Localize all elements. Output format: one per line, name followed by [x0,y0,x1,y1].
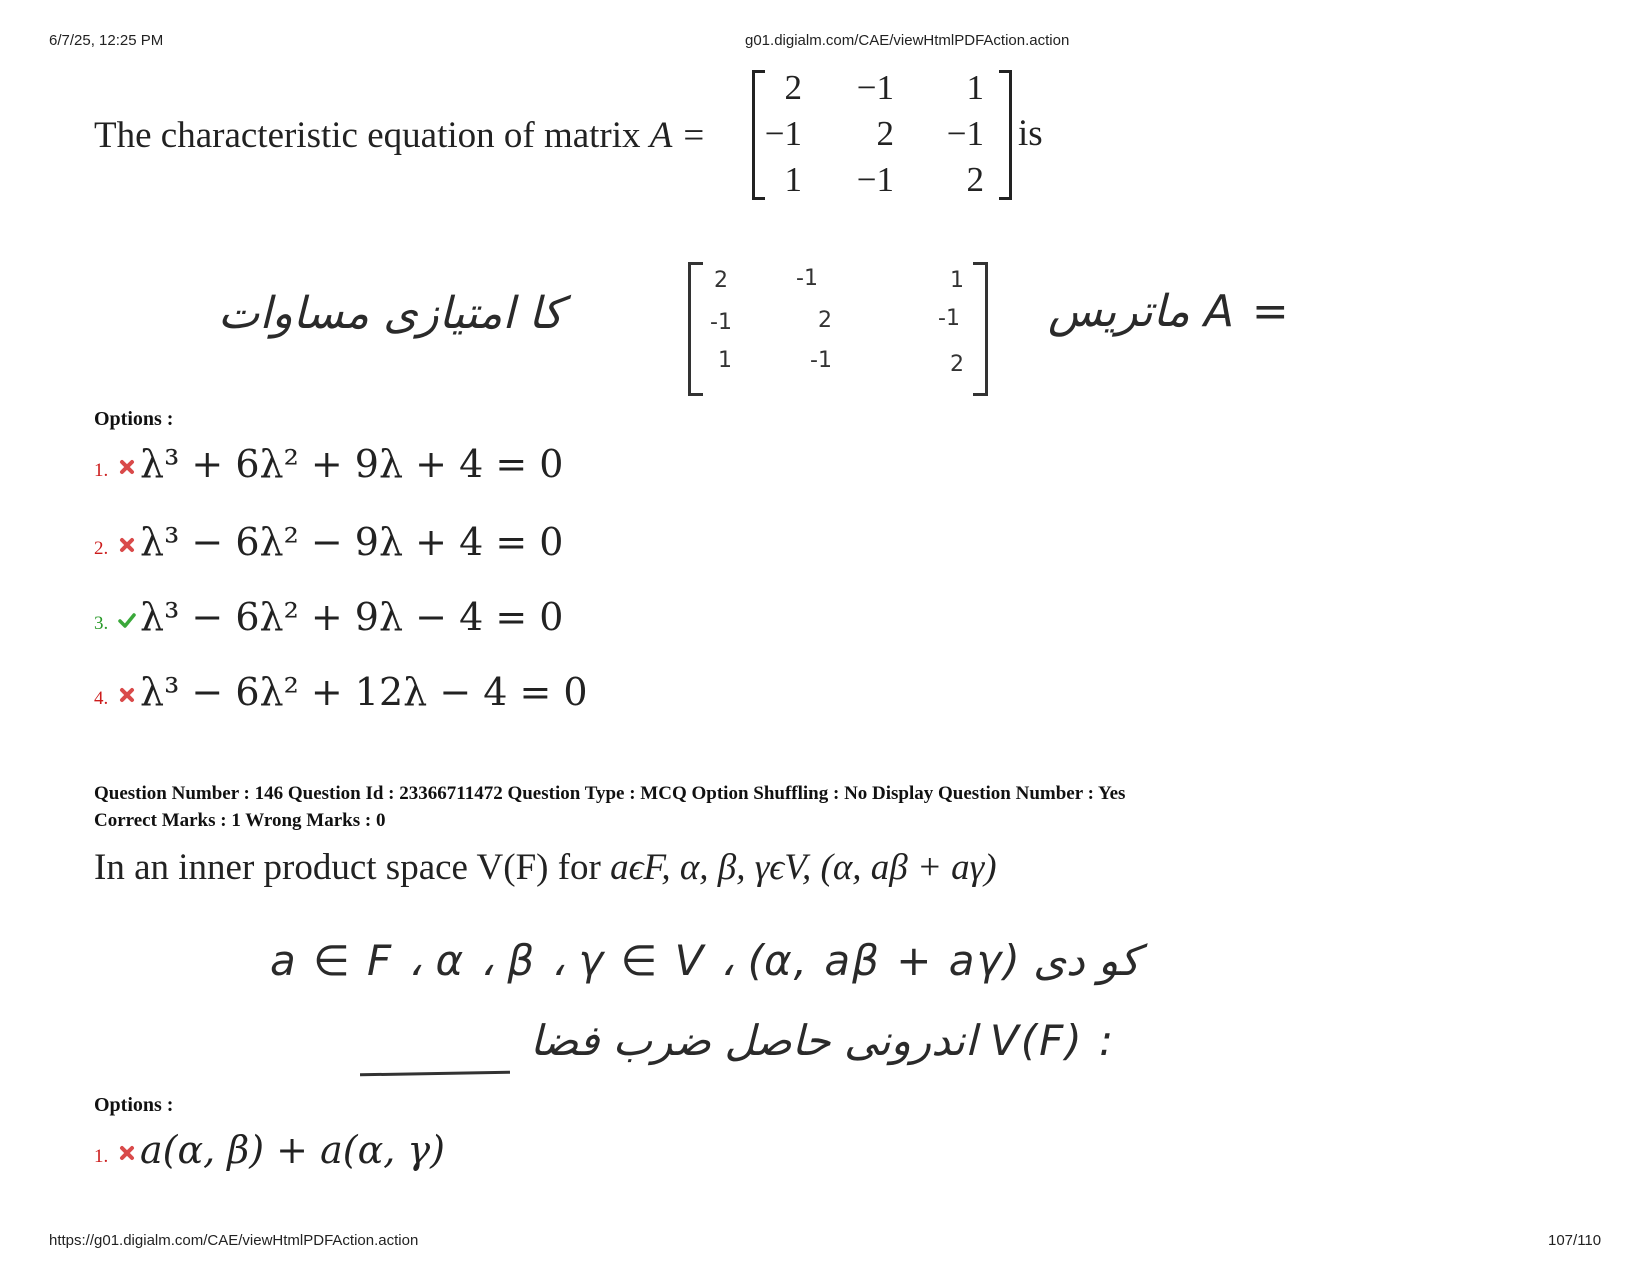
matrix-cell: −1 [856,68,894,107]
matrix-cell: 1 [784,160,802,199]
matrix-cell: −1 [856,160,894,199]
handwritten-cell: -1 [810,348,832,373]
option-text: λ³ − 6λ² + 9λ − 4 = 0 [140,595,564,639]
option-text: a(α, β) + a(α, γ) [140,1128,445,1172]
option-text: λ³ − 6λ² − 9λ + 4 = 0 [140,520,564,564]
handwritten-cell: -1 [796,266,818,291]
blank-underline [360,1071,510,1077]
matrix-cell: 2 [876,114,894,153]
print-header-url: g01.digialm.com/CAE/viewHtmlPDFAction.action [745,32,1070,49]
option-number: 1. [94,460,109,481]
matrix-cell: 2 [966,160,984,199]
matrix-a [752,68,1012,200]
handwritten-translation-line: اندرونی حاصل ضرب فضا V(F) : [530,1016,1116,1065]
handwritten-cell: 1 [718,348,732,373]
matrix-cell: 1 [966,68,984,107]
wrong-cross-icon [118,536,136,554]
option-text: λ³ + 6λ² + 9λ + 4 = 0 [140,442,564,486]
option-number: 1. [94,1146,109,1167]
options-label: Options : [94,1094,174,1116]
handwritten-matrix [688,262,988,397]
question-math: aϵF, α, β, γϵV, (α, aβ + aγ) [610,847,997,888]
question-text [94,114,706,157]
question-text-prefix: The characteristic equation of matrix [94,115,650,156]
matrix-cell: −1 [946,114,984,153]
matrix-cell: −1 [764,114,802,153]
option-number: 2. [94,538,109,559]
page-number: 107/110 [1548,1232,1602,1249]
wrong-cross-icon [118,458,136,476]
handwritten-cell: 2 [818,308,832,333]
wrong-cross-icon [118,1144,136,1162]
wrong-cross-icon [118,686,136,704]
handwritten-translation-line: a ∈ F ، α ، β ، γ ∈ V ، (α, aβ + aγ) کو دی [270,936,1140,985]
options-label: Options : [94,408,174,430]
handwritten-cell: 1 [950,268,964,293]
option-number: 3. [94,613,109,634]
option-number: 4. [94,688,109,709]
handwritten-translation-part: ماتریس A = [1048,286,1291,337]
handwritten-cell: 2 [950,352,964,377]
correct-check-icon [118,611,136,629]
print-footer-url: https://g01.digialm.com/CAE/viewHtmlPDFAction.action [49,1232,419,1249]
question-text-suffix: is [1018,113,1043,154]
question-marks: Correct Marks : 1 Wrong Marks : 0 [94,810,386,831]
handwritten-right-bracket [973,262,988,396]
handwritten-translation-part: کا امتیازی مساوات [218,288,563,339]
print-date: 6/7/25, 12:25 PM [49,32,164,49]
question-text [94,846,997,889]
question-text-prefix: In an inner product space V(F) for [94,847,611,888]
question-meta: Question Number : 146 Question Id : 23366711472 Question Type : MCQ Option Shuffling : No Display Question Number : Yes [94,783,1126,804]
matrix-variable: A = [649,115,706,156]
matrix-cell: 2 [784,68,802,107]
handwritten-cell: -1 [938,306,960,331]
matrix-right-bracket [999,70,1012,200]
handwritten-left-bracket [688,262,703,396]
handwritten-cell: -1 [710,310,732,335]
handwritten-cell: 2 [714,268,728,293]
option-text: λ³ − 6λ² + 12λ − 4 = 0 [140,670,588,714]
